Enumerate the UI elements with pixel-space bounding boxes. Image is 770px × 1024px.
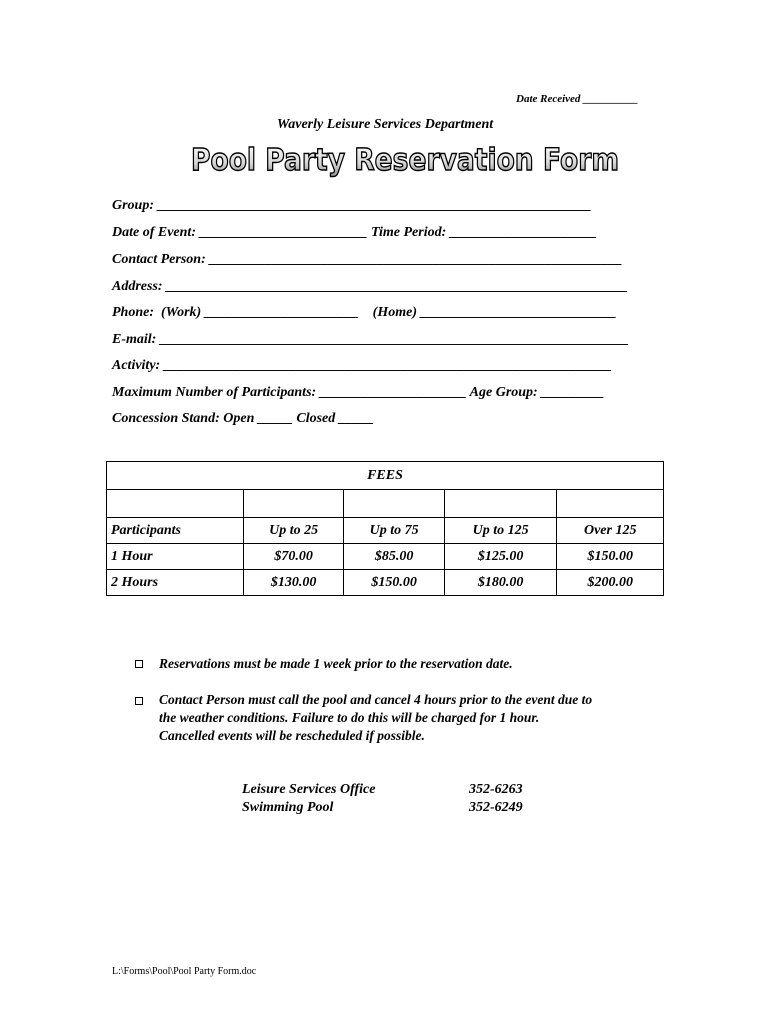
- table-cell: $85.00: [344, 544, 444, 570]
- note-reservation: Reservations must be made 1 week prior to the reservation date.: [159, 656, 513, 671]
- note-cancel-line-1: Contact Person must call the pool and cancel 4 hours prior to the event due to: [159, 692, 593, 707]
- phone-field[interactable]: Phone: (Work) ______________________ (Home) ____________________________: [112, 305, 617, 320]
- contact-phone: 352-6249: [469, 800, 523, 815]
- table-cell: [243, 490, 343, 518]
- contact-person-field[interactable]: Contact Person: ___________________________________________________________: [112, 252, 623, 267]
- table-cell: [107, 490, 244, 518]
- table-cell: 2 Hours: [107, 570, 244, 596]
- table-cell: $125.00: [444, 544, 557, 570]
- form-title: [0, 132, 770, 182]
- form-title-text: Pool Party Reservation Form: [191, 143, 619, 178]
- table-row: [107, 544, 664, 570]
- department-name: Waverly Leisure Services Department: [276, 117, 494, 132]
- group-field[interactable]: Group: ______________________________________________________________: [112, 198, 592, 213]
- file-path-footer: L:\Forms\Pool\Pool Party Form.doc: [112, 966, 257, 977]
- fees-title: FEES: [107, 462, 664, 490]
- activity-field[interactable]: Activity: ________________________________________________________________: [112, 358, 612, 373]
- column-header: Up to 125: [444, 518, 557, 544]
- table-cell: [557, 490, 664, 518]
- contact-phone: 352-6263: [469, 782, 523, 797]
- table-cell: $200.00: [557, 570, 664, 596]
- checkbox-bullet-icon: [135, 697, 143, 705]
- checkbox-bullet-icon: [135, 660, 143, 668]
- table-cell: [444, 490, 557, 518]
- column-header: Up to 75: [344, 518, 444, 544]
- address-field[interactable]: Address: __________________________________________________________________: [112, 279, 629, 294]
- table-cell: $130.00: [243, 570, 343, 596]
- note-cancel-line-2: the weather conditions. Failure to do this will be charged for 1 hour.: [159, 710, 540, 725]
- table-row: [107, 570, 664, 596]
- column-header: Up to 25: [243, 518, 343, 544]
- max-participants-field[interactable]: Maximum Number of Participants: _____________________ Age Group: _________: [112, 385, 605, 400]
- table-cell: $180.00: [444, 570, 557, 596]
- contact-name: Swimming Pool: [242, 800, 334, 815]
- table-cell: 1 Hour: [107, 544, 244, 570]
- table-cell: $150.00: [557, 544, 664, 570]
- column-header: Participants: [107, 518, 244, 544]
- table-header-row: [107, 518, 664, 544]
- table-cell: [344, 490, 444, 518]
- fees-table: [106, 461, 664, 596]
- contact-name: Leisure Services Office: [242, 782, 376, 797]
- note-cancel-line-3: Cancelled events will be rescheduled if possible.: [159, 728, 425, 743]
- table-cell: $70.00: [243, 544, 343, 570]
- date-of-event-field[interactable]: Date of Event: ________________________ Time Period: _____________________: [112, 225, 597, 240]
- email-field[interactable]: E-mail: ___________________________________________________________________: [112, 332, 629, 347]
- table-cell: $150.00: [344, 570, 444, 596]
- concession-stand-field[interactable]: Concession Stand: Open _____ Closed _____: [112, 411, 374, 426]
- date-received-line: Date Received __________: [516, 93, 639, 105]
- column-header: Over 125: [557, 518, 664, 544]
